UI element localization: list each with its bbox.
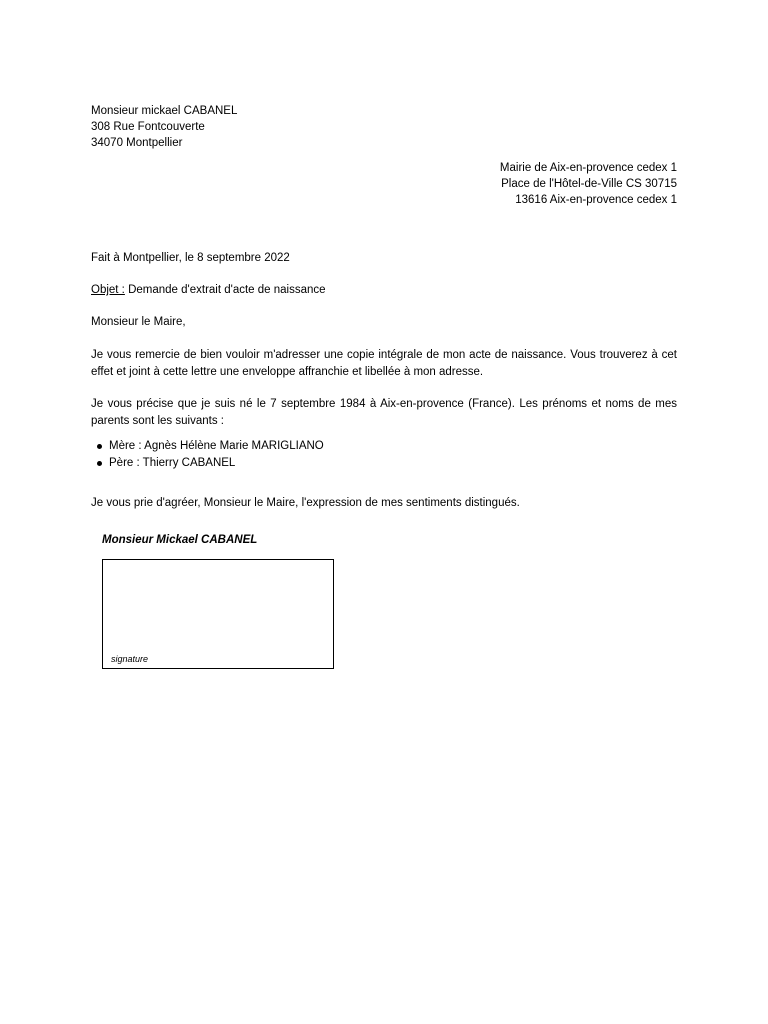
bullet-icon: [97, 444, 102, 449]
parents-list: [91, 438, 324, 472]
subject-text: Demande d'extrait d'acte de naissance: [124, 284, 326, 296]
recipient-address: [500, 160, 677, 208]
subject-line: [91, 284, 326, 296]
recipient-street: Place de l'Hôtel-de-Ville CS 30715: [501, 178, 677, 190]
closing-formula: Je vous prie d'agréer, Monsieur le Maire, l'expression de mes sentiments distingués.: [91, 497, 520, 509]
sender-name: Monsieur mickael CABANEL: [91, 105, 238, 117]
recipient-name: Mairie de Aix-en-provence cedex 1: [499, 162, 677, 174]
list-item: [91, 455, 324, 472]
sender-address: [91, 103, 237, 151]
sender-city: 34070 Montpellier: [91, 137, 183, 149]
parent-father: Père : Thierry CABANEL: [109, 457, 236, 469]
bullet-icon: [97, 461, 102, 466]
parent-mother: Mère : Agnès Hélène Marie MARIGLIANO: [109, 440, 324, 452]
body-paragraph-1: Je vous remercie de bien vouloir m'adresser une copie intégrale de mon acte de naissance. Vous trouverez à cet effet et joint à cette lettre une enveloppe affranchie et libellée à mon adresse.: [91, 349, 677, 378]
sender-street: 308 Rue Fontcouverte: [91, 121, 205, 133]
subject-label: Objet :: [91, 284, 125, 296]
date-line: Fait à Montpellier, le 8 septembre 2022: [91, 252, 290, 264]
recipient-city: 13616 Aix-en-provence cedex 1: [515, 194, 677, 206]
signature-label: signature: [111, 654, 149, 664]
body-paragraph-2: Je vous précise que je suis né le 7 septembre 1984 à Aix-en-provence (France). Les prénoms et noms de mes parents sont les suivants :: [91, 398, 677, 427]
signature-box[interactable]: [102, 559, 334, 669]
signature-name: Monsieur Mickael CABANEL: [102, 534, 258, 546]
salutation: Monsieur le Maire,: [91, 316, 186, 328]
list-item: [91, 438, 324, 455]
